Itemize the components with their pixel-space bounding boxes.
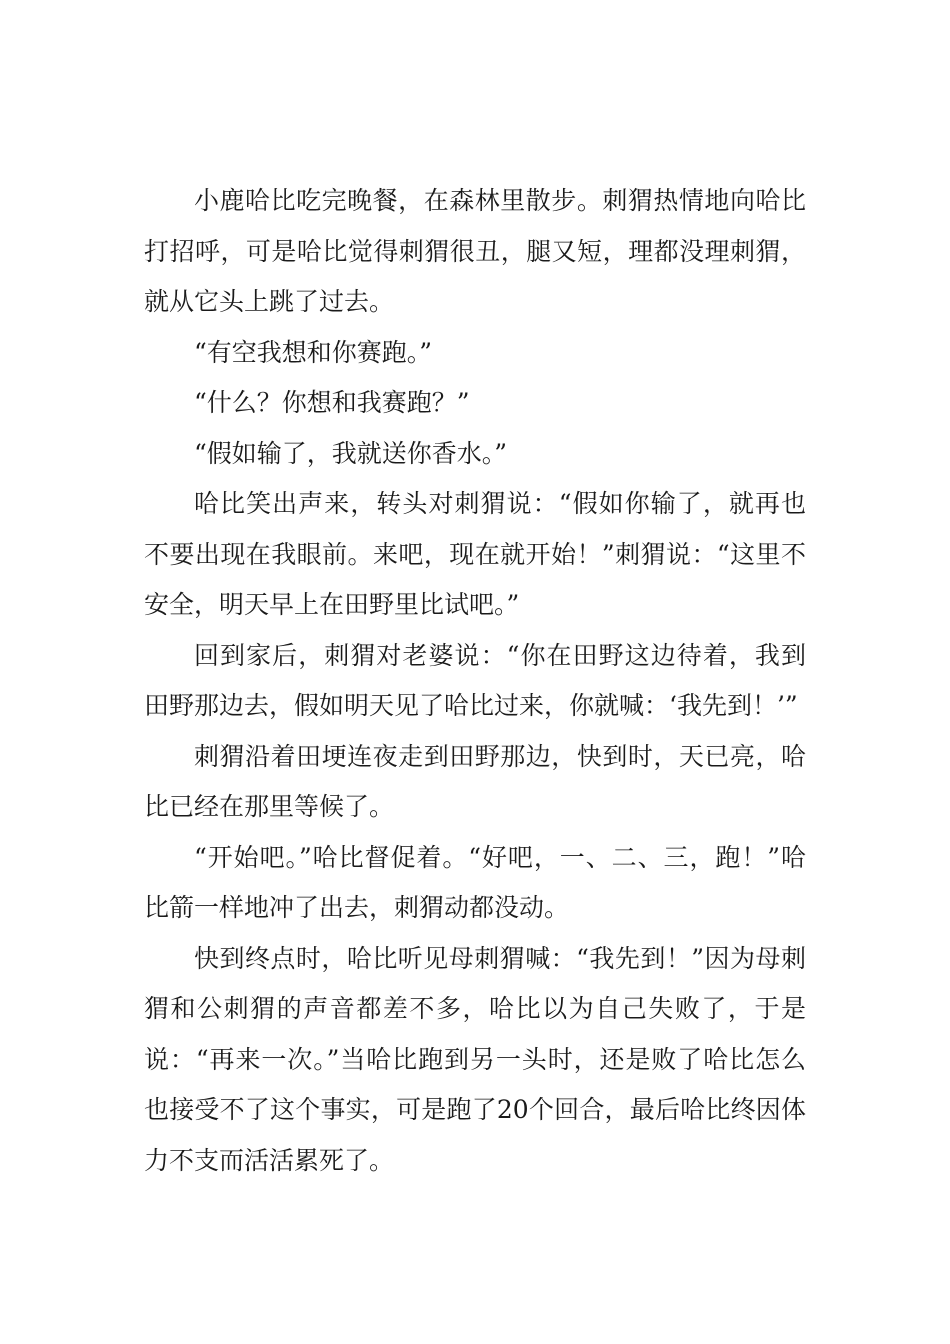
paragraph-1: 小鹿哈比吃完晚餐，在森林里散步。刺猬热情地向哈比打招呼，可是哈比觉得刺猬很丑，腿又短，理都没理刺猬，就从它头上跳了过去。 bbox=[144, 186, 806, 316]
paragraph-7: 刺猬沿着田埂连夜走到田野那边，快到时，天已亮，哈比已经在那里等候了。 bbox=[144, 741, 806, 821]
paragraph-4: “假如输了，我就送你香水。” bbox=[194, 438, 508, 468]
paragraph-9: 快到终点时，哈比听见母刺猬喊：“我先到！”因为母刺猬和公刺猬的声音都差不多，哈比以为自己失败了，于是说：“再来一次。”当哈比跑到另一头时，还是败了哈比怎么也接受不了这个事实，可是跑了20个回合，最后哈比终因体力不支而活活累死了。 bbox=[144, 943, 806, 1175]
paragraph-2: “有空我想和你赛跑。” bbox=[194, 337, 433, 367]
paragraph-5: 哈比笑出声来，转头对刺猬说：“假如你输了，就再也不要出现在我眼前。来吧，现在就开始！”刺猬说：“这里不安全，明天早上在田野里比试吧。” bbox=[144, 489, 806, 619]
paragraph-6: 回到家后，刺猬对老婆说：“你在田野这边待着，我到田野那边去，假如明天见了哈比过来，你就喊：‘我先到！’” bbox=[144, 640, 806, 720]
story-body bbox=[144, 176, 806, 1186]
paragraph-3: “什么？你想和我赛跑？” bbox=[194, 388, 470, 417]
paragraph-8: “开始吧。”哈比督促着。“好吧，一、二、三，跑！”哈比箭一样地冲了出去，刺猬动都没动。 bbox=[144, 842, 806, 922]
